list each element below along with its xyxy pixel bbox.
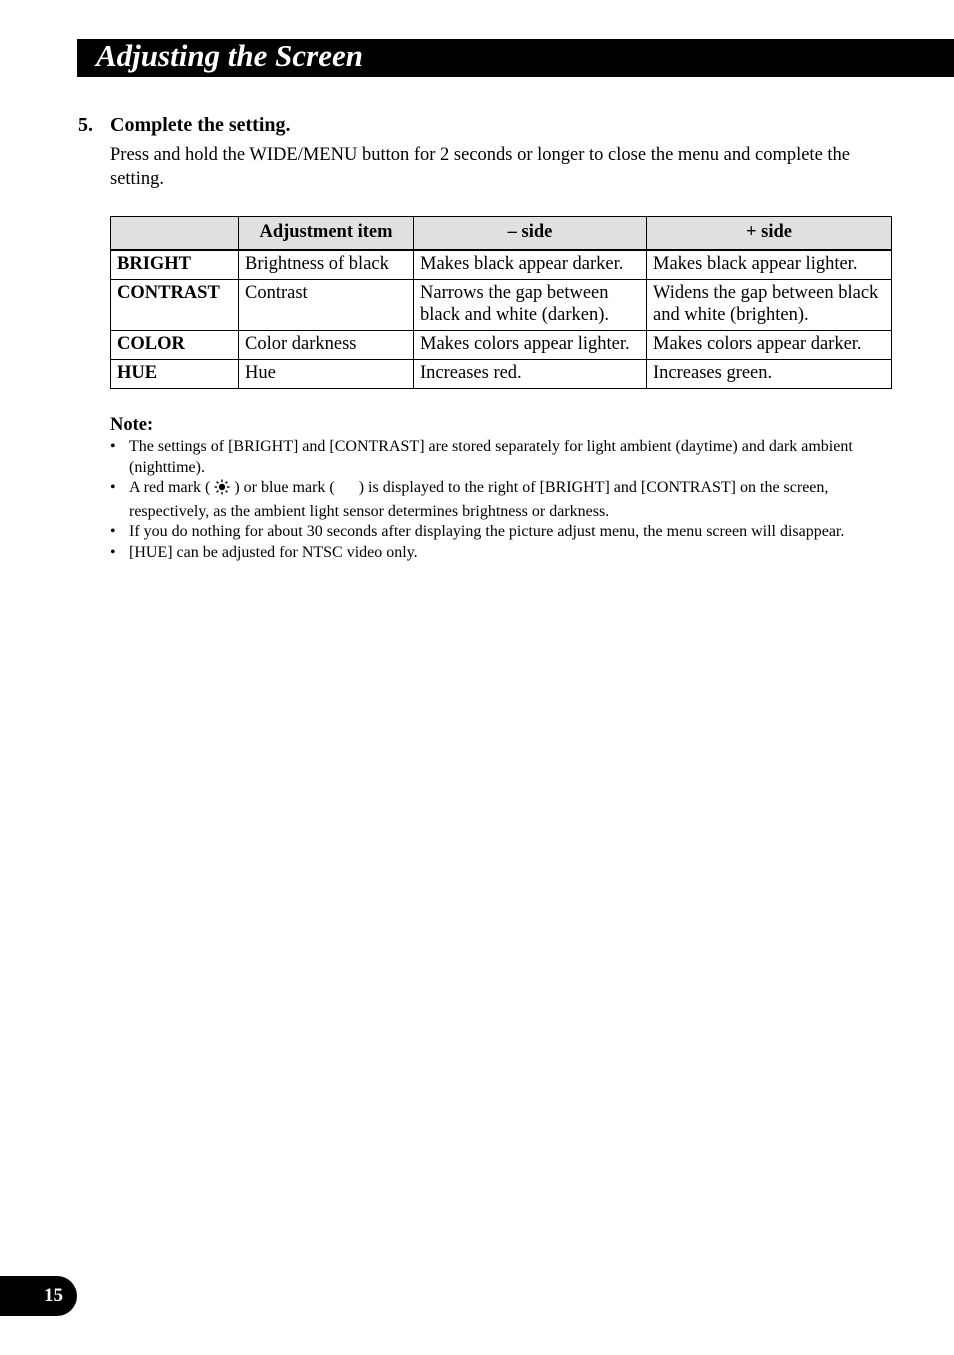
bullet: • xyxy=(110,543,116,561)
table-row xyxy=(111,250,892,280)
table-cell-adjust: Hue xyxy=(239,360,414,389)
header-bar xyxy=(77,39,954,77)
table-cell-adjust: Color darkness xyxy=(239,331,414,360)
adjustment-table xyxy=(110,216,892,389)
moon-icon xyxy=(339,479,355,502)
table-cell-plus: Makes colors appear darker. xyxy=(647,331,892,360)
table-cell-plus: Widens the gap between black and white (brighten). xyxy=(647,280,892,331)
step-heading xyxy=(78,111,291,139)
page-number-tab xyxy=(0,1276,77,1316)
note-section xyxy=(110,413,860,563)
table-header-cell: + side xyxy=(647,217,892,251)
bullet: • xyxy=(110,438,116,455)
step-number: 5. xyxy=(78,114,93,136)
list-item xyxy=(110,437,860,478)
list-item xyxy=(110,522,860,543)
table-cell-item: BRIGHT xyxy=(111,250,239,280)
note-text-part: ) or blue mark ( xyxy=(234,479,335,496)
table-row xyxy=(111,331,892,360)
note-text: If you do nothing for about 30 seconds after displaying the picture adjust menu, the menu screen will disappear. xyxy=(129,523,845,540)
note-text-part: A red mark ( xyxy=(129,479,211,496)
table-cell-plus: Makes black appear lighter. xyxy=(647,250,892,280)
table-cell-item: HUE xyxy=(111,360,239,389)
table-cell-item: CONTRAST xyxy=(111,280,239,331)
note-text: The settings of [BRIGHT] and [CONTRAST] are stored separately for light ambient (daytime) and dark ambient (nighttime). xyxy=(129,438,853,476)
step-body: Press and hold the WIDE/MENU button for 2 seconds or longer to close the menu and complete the setting. xyxy=(110,145,851,189)
bullet: • xyxy=(110,479,116,496)
table-cell-minus: Makes black appear darker. xyxy=(414,250,647,280)
table-cell-minus: Narrows the gap between black and white (darken). xyxy=(414,280,647,331)
sun-icon xyxy=(214,479,230,502)
table-cell-plus: Increases green. xyxy=(647,360,892,389)
table-row xyxy=(111,280,892,331)
page-number: 15 xyxy=(44,1285,63,1306)
table-header-cell: Adjustment item xyxy=(239,217,414,251)
table-header-cell xyxy=(111,217,239,251)
bullet: • xyxy=(110,523,116,540)
table-header-cell: – side xyxy=(414,217,647,251)
table-cell-minus: Increases red. xyxy=(414,360,647,389)
note-list xyxy=(110,437,860,563)
table-cell-minus: Makes colors appear lighter. xyxy=(414,331,647,360)
step-title: Complete the setting. xyxy=(110,114,291,136)
note-title: Note: xyxy=(110,415,154,435)
list-item xyxy=(110,478,860,522)
page-title: Adjusting the Screen xyxy=(96,38,363,73)
note-text-part: ) is displayed to the right of [BRIGHT] and [CONTRAST] on the screen, respectively, as the ambient light sensor determines brightness or darkness. xyxy=(129,479,829,520)
list-item xyxy=(110,543,860,564)
table-cell-item: COLOR xyxy=(111,331,239,360)
note-text: [HUE] can be adjusted for NTSC video only. xyxy=(129,543,418,561)
table-header-row xyxy=(111,217,892,251)
table-cell-adjust: Contrast xyxy=(239,280,414,331)
table-cell-adjust: Brightness of black xyxy=(239,250,414,280)
table-row xyxy=(111,360,892,389)
